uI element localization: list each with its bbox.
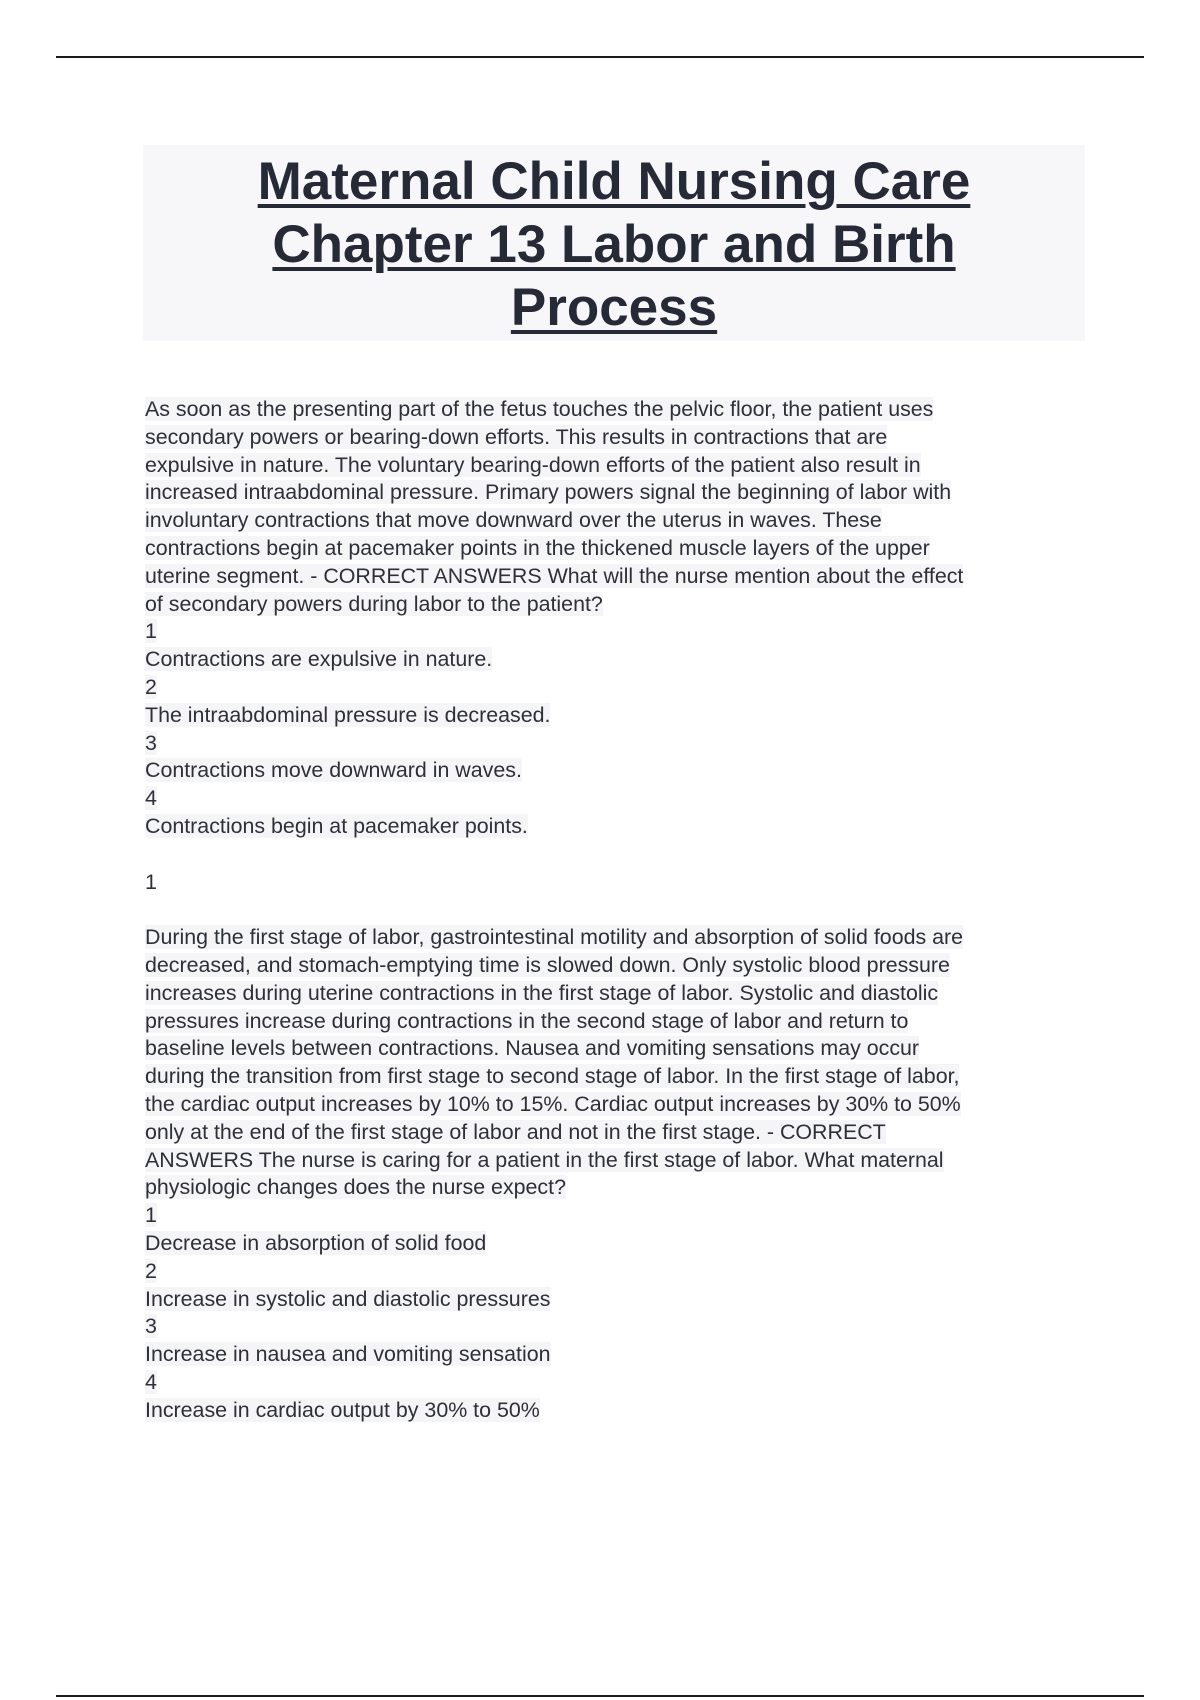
option-number: 1	[145, 619, 157, 644]
option-text: Increase in systolic and diastolic pressures	[145, 1286, 551, 1311]
question-text-line: contractions begin at pacemaker points in the thickened muscle layers of the upper	[145, 535, 930, 560]
option-text: Contractions move downward in waves.	[145, 758, 522, 783]
question-text-line: pressures increase during contractions in the second stage of labor and return to	[145, 1008, 909, 1033]
question-text-line: uterine segment. - CORRECT ANSWERS What will the nurse mention about the effect	[145, 563, 964, 588]
option-number: 1	[145, 1203, 157, 1228]
page-title	[143, 145, 1085, 339]
question-text-line: during the transition from first stage to second stage of labor. In the first stage of labor,	[145, 1064, 960, 1089]
option-text: Contractions are expulsive in nature.	[145, 647, 493, 672]
option-text: Decrease in absorption of solid food	[145, 1230, 487, 1255]
question-block	[145, 924, 1085, 1424]
option-number: 3	[145, 730, 157, 755]
title-line: Process	[510, 278, 718, 337]
title-banner	[143, 145, 1085, 341]
question-text-line: As soon as the presenting part of the fetus touches the pelvic floor, the patient uses	[145, 397, 934, 421]
question-text-line: increases during uterine contractions in the first stage of labor. Systolic and diastolic	[145, 980, 939, 1005]
answer-number: 1	[145, 869, 157, 894]
option-text: The intraabdominal pressure is decreased.	[145, 702, 551, 727]
document-body	[145, 396, 1085, 1424]
question-text-line: of secondary powers during labor to the patient?	[145, 591, 603, 616]
top-rule	[56, 56, 1144, 58]
question-text-line: physiologic changes does the nurse expect?	[145, 1175, 566, 1200]
question-text-line: During the first stage of labor, gastrointestinal motility and absorption of solid foods are	[145, 925, 964, 950]
question-text-line: the cardiac output increases by 10% to 15%. Cardiac output increases by 30% to 50%	[145, 1091, 961, 1116]
question-text-line: secondary powers or bearing-down efforts. This results in contractions that are	[145, 424, 888, 449]
bottom-rule	[56, 1695, 1144, 1697]
option-number: 4	[145, 786, 157, 811]
option-text: Increase in nausea and vomiting sensation	[145, 1342, 551, 1367]
question-text-line: baseline levels between contractions. Nausea and vomiting sensations may occur	[145, 1036, 920, 1061]
question-block	[145, 396, 1085, 924]
option-number: 2	[145, 1258, 157, 1283]
option-text: Contractions begin at pacemaker points.	[145, 813, 528, 838]
question-text-line: involuntary contractions that move downward over the uterus in waves. These	[145, 508, 882, 533]
question-text-line: decreased, and stomach-emptying time is slowed down. Only systolic blood pressure	[145, 952, 950, 977]
title-line: Chapter 13 Labor and Birth	[272, 215, 956, 274]
question-text-line: expulsive in nature. The voluntary bearing-down efforts of the patient also result in	[145, 452, 921, 477]
question-text-line: ANSWERS The nurse is caring for a patient in the first stage of labor. What maternal	[145, 1147, 944, 1172]
option-number: 4	[145, 1369, 157, 1394]
question-text-line: increased intraabdominal pressure. Primary powers signal the beginning of labor with	[145, 480, 952, 505]
question-text-line: only at the end of the first stage of labor and not in the first stage. - CORRECT	[145, 1119, 886, 1144]
title-line: Maternal Child Nursing Care	[257, 152, 971, 211]
option-number: 3	[145, 1314, 157, 1339]
option-text: Increase in cardiac output by 30% to 50%	[145, 1397, 540, 1422]
option-number: 2	[145, 674, 157, 699]
